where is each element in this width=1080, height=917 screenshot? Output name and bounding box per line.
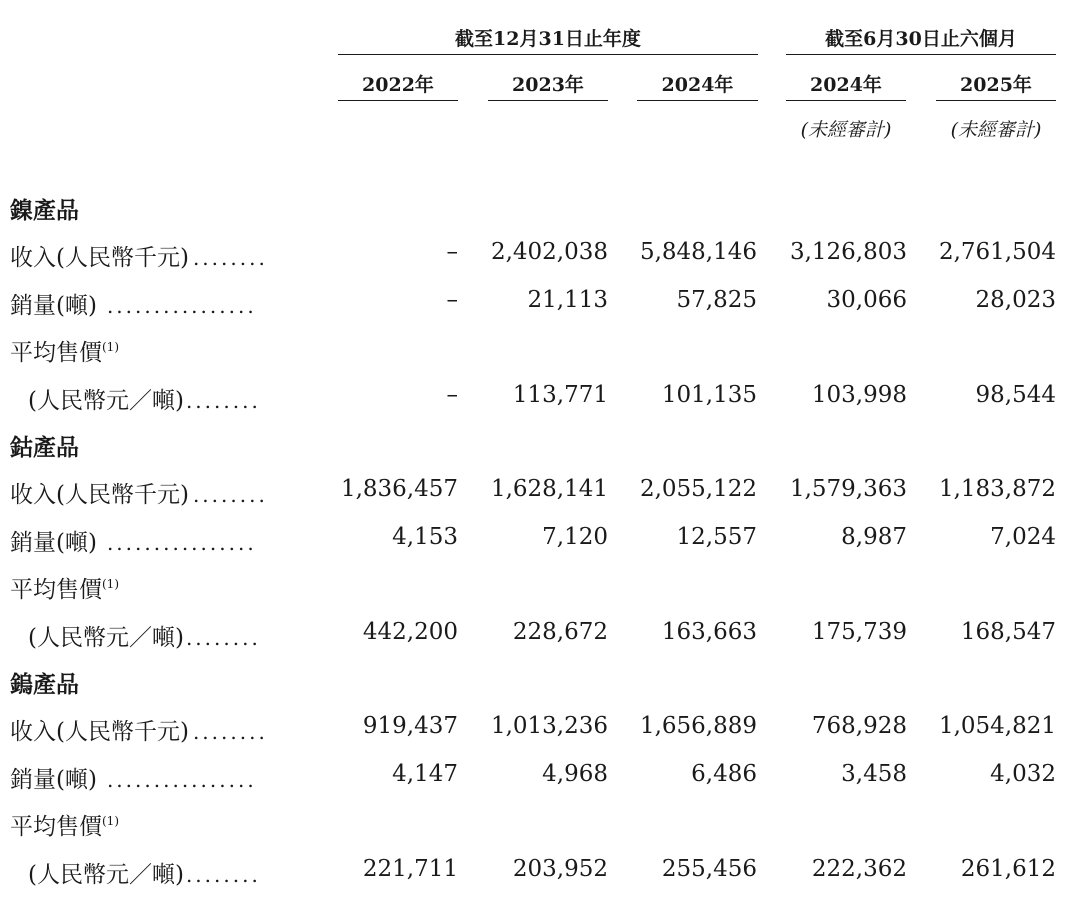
asp-label bbox=[10, 571, 119, 604]
group-title-fiscal-year: 截至12月31日止年度 bbox=[455, 28, 641, 50]
asp-value-2023: 203,952 bbox=[512, 855, 608, 882]
asp-unit-label bbox=[28, 382, 261, 415]
revenue-value-2024-h1: 768,928 bbox=[811, 713, 907, 740]
revenue-value-2023: 1,628,141 bbox=[490, 476, 608, 503]
year-rule-2025-h1 bbox=[936, 100, 1056, 101]
unaudited-note-2025-h1: (未經審計) bbox=[950, 119, 1042, 141]
group-rule-six-months bbox=[786, 54, 1056, 55]
leader-dots: ................ bbox=[106, 293, 257, 318]
revenue-value-2025-h1: 1,183,872 bbox=[938, 476, 1056, 503]
volume-value-2025-h1: 28,023 bbox=[975, 286, 1056, 313]
leader-dots: ................ bbox=[106, 530, 257, 555]
asp-footnote-marker: (1) bbox=[102, 577, 119, 592]
leader-dots: ........ bbox=[185, 388, 261, 413]
revenue-label bbox=[10, 476, 268, 509]
year-header-2024-h1: 2024年 bbox=[810, 74, 882, 96]
revenue-value-2022: 1,836,457 bbox=[340, 476, 458, 503]
volume-label-text: 銷量(噸) bbox=[10, 529, 97, 556]
asp-unit-label bbox=[28, 856, 261, 889]
asp-value-2022: 442,200 bbox=[362, 618, 458, 645]
year-header-2022: 2022年 bbox=[362, 74, 434, 96]
revenue-label bbox=[10, 239, 268, 272]
asp-value-2023: 113,771 bbox=[512, 381, 608, 408]
revenue-value-2023: 2,402,038 bbox=[490, 239, 608, 266]
revenue-value-2024-fy: 1,656,889 bbox=[639, 713, 757, 740]
volume-value-2024-h1: 8,987 bbox=[841, 523, 907, 550]
asp-value-2022: – bbox=[446, 381, 458, 408]
volume-value-2022: – bbox=[446, 286, 458, 313]
revenue-label-text: 收入(人民幣千元) bbox=[10, 245, 189, 272]
asp-label bbox=[10, 808, 119, 841]
asp-value-2025-h1: 98,544 bbox=[975, 381, 1056, 408]
section-title: 鎳產品 bbox=[10, 197, 79, 224]
volume-label-text: 銷量(噸) bbox=[10, 766, 97, 793]
revenue-value-2022: – bbox=[446, 239, 458, 266]
asp-value-2024-fy: 163,663 bbox=[661, 618, 757, 645]
year-header-2023: 2023年 bbox=[512, 74, 584, 96]
leader-dots: ........ bbox=[192, 483, 268, 508]
section-title: 鎢產品 bbox=[10, 671, 79, 698]
asp-unit-text: (人民幣元／噸) bbox=[28, 387, 184, 414]
asp-unit-text: (人民幣元／噸) bbox=[28, 624, 184, 651]
volume-value-2024-fy: 57,825 bbox=[676, 286, 757, 313]
volume-value-2025-h1: 4,032 bbox=[990, 760, 1056, 787]
leader-dots: ........ bbox=[192, 246, 268, 271]
revenue-label-text: 收入(人民幣千元) bbox=[10, 719, 189, 746]
group-rule-fiscal-year bbox=[338, 54, 758, 55]
revenue-value-2022: 919,437 bbox=[362, 713, 458, 740]
asp-value-2024-h1: 103,998 bbox=[811, 381, 907, 408]
volume-label bbox=[10, 287, 257, 320]
asp-value-2024-fy: 255,456 bbox=[661, 855, 757, 882]
asp-unit-text: (人民幣元／噸) bbox=[28, 861, 184, 888]
asp-footnote-marker: (1) bbox=[102, 814, 119, 829]
year-rule-2023 bbox=[488, 100, 608, 101]
year-rule-2022 bbox=[338, 100, 458, 101]
leader-dots: ........ bbox=[192, 720, 268, 745]
asp-value-2024-h1: 222,362 bbox=[811, 855, 907, 882]
year-header-2025-h1: 2025年 bbox=[960, 74, 1032, 96]
revenue-value-2024-h1: 3,126,803 bbox=[789, 239, 907, 266]
asp-label-text: 平均售價 bbox=[10, 577, 102, 604]
volume-value-2023: 7,120 bbox=[542, 523, 608, 550]
group-title-six-months: 截至6月30日止六個月 bbox=[825, 28, 1017, 50]
asp-label-text: 平均售價 bbox=[10, 814, 102, 841]
revenue-value-2024-fy: 5,848,146 bbox=[639, 239, 757, 266]
leader-dots: ................ bbox=[106, 767, 257, 792]
volume-label bbox=[10, 761, 257, 794]
year-rule-2024-h1 bbox=[786, 100, 906, 101]
asp-value-2022: 221,711 bbox=[362, 855, 458, 882]
revenue-value-2024-h1: 1,579,363 bbox=[789, 476, 907, 503]
leader-dots: ........ bbox=[185, 862, 261, 887]
year-header-2024-fy: 2024年 bbox=[661, 74, 734, 96]
revenue-value-2024-fy: 2,055,122 bbox=[639, 476, 757, 503]
unaudited-note-2024-h1: (未經審計) bbox=[800, 119, 892, 141]
volume-label bbox=[10, 524, 257, 557]
section-title: 鈷產品 bbox=[10, 434, 79, 461]
asp-label bbox=[10, 334, 119, 367]
asp-unit-label bbox=[28, 619, 261, 652]
leader-dots: ........ bbox=[185, 625, 261, 650]
volume-value-2023: 21,113 bbox=[527, 286, 608, 313]
volume-value-2023: 4,968 bbox=[542, 760, 608, 787]
asp-value-2025-h1: 168,547 bbox=[960, 618, 1056, 645]
asp-value-2024-h1: 175,739 bbox=[811, 618, 907, 645]
volume-value-2024-fy: 6,486 bbox=[691, 760, 757, 787]
revenue-value-2023: 1,013,236 bbox=[490, 713, 608, 740]
volume-value-2024-h1: 30,066 bbox=[826, 286, 907, 313]
volume-value-2024-h1: 3,458 bbox=[841, 760, 907, 787]
revenue-label bbox=[10, 713, 268, 746]
revenue-label-text: 收入(人民幣千元) bbox=[10, 482, 189, 509]
asp-label-text: 平均售價 bbox=[10, 340, 102, 367]
revenue-value-2025-h1: 1,054,821 bbox=[938, 713, 1056, 740]
volume-label-text: 銷量(噸) bbox=[10, 292, 97, 319]
asp-value-2023: 228,672 bbox=[512, 618, 608, 645]
volume-value-2024-fy: 12,557 bbox=[676, 523, 757, 550]
asp-value-2025-h1: 261,612 bbox=[960, 855, 1056, 882]
year-rule-2024-fy bbox=[637, 100, 758, 101]
asp-value-2024-fy: 101,135 bbox=[661, 381, 757, 408]
volume-value-2025-h1: 7,024 bbox=[990, 523, 1056, 550]
asp-footnote-marker: (1) bbox=[102, 340, 119, 355]
revenue-value-2025-h1: 2,761,504 bbox=[938, 239, 1056, 266]
volume-value-2022: 4,153 bbox=[392, 523, 458, 550]
volume-value-2022: 4,147 bbox=[392, 760, 458, 787]
